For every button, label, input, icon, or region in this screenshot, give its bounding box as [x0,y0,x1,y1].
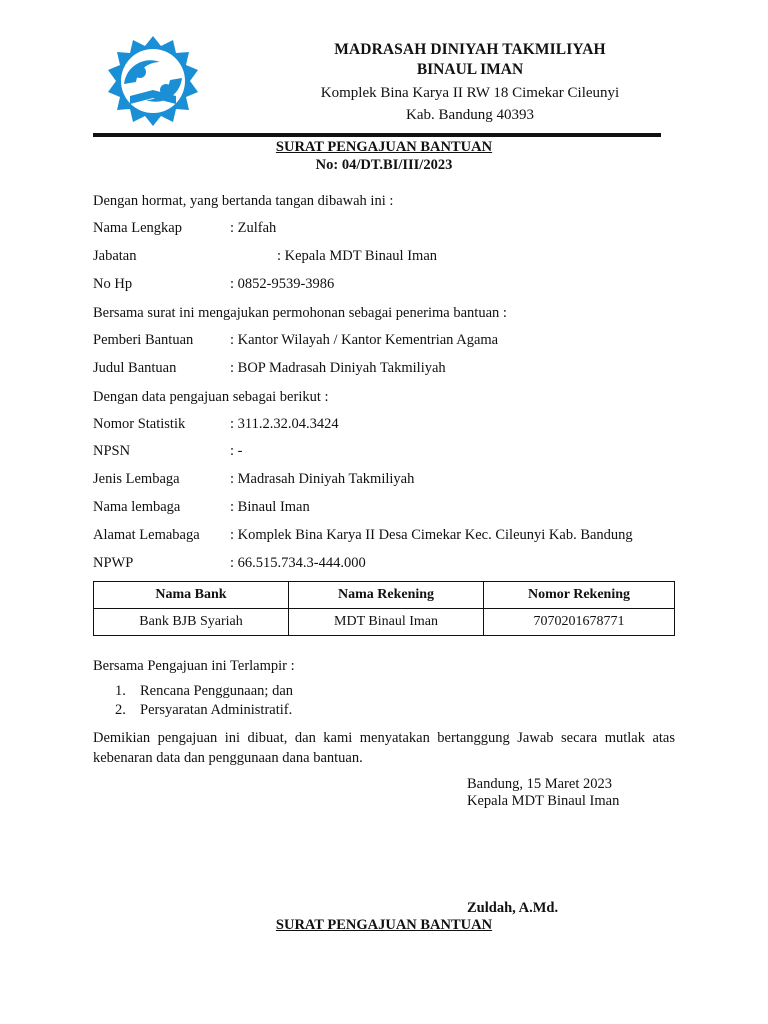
npsn-label: NPSN [93,443,131,459]
attachments-intro: Bersama Pengajuan ini Terlampir : [93,658,295,674]
header-divider [93,133,661,137]
type-label: Jenis Lembaga [93,471,180,487]
table-cell: MDT Binaul Iman [289,609,484,636]
phone-value: : 0852-9539-3986 [230,276,335,292]
list-item: 1. Rencana Penggunaan; dan [115,683,294,699]
table-header-row [94,582,675,609]
table-row [94,609,675,636]
institution-name-value: : Binaul Iman [230,499,310,515]
list-item: 2. Persyaratan Administratif. [115,702,293,718]
phone-label: No Hp [93,276,133,292]
footer-title: SURAT PENGAJUAN BANTUAN [275,917,493,933]
madrasah-logo-icon [100,34,206,134]
name-label: Nama Lengkap [93,220,182,236]
table-cell: Bank BJB Syariah [94,609,289,636]
table-header-cell: Nama Rekening [289,582,484,609]
table-header-cell: Nama Bank [94,582,289,609]
org-name: MADRASAH DINIYAH TAKMILIYAH [334,41,606,58]
position-label: Jabatan [93,248,137,264]
data-intro: Dengan data pengajuan sebagai berikut : [93,389,329,405]
address-label: Alamat Lemabaga [93,527,200,543]
table-cell: 7070201678771 [484,609,675,636]
type-value: : Madrasah Diniyah Takmiliyah [230,471,415,487]
npwp-label: NPWP [93,555,134,571]
npsn-value: : - [230,443,243,459]
letter-title: SURAT PENGAJUAN BANTUAN [275,139,493,155]
stat-value: : 311.2.32.04.3424 [230,416,339,432]
org-city: Kab. Bandung 40393 [406,107,534,123]
name-value: : Zulfah [230,220,277,236]
institution-name-label: Nama lembaga [93,499,181,515]
org-address: Komplek Bina Karya II RW 18 Cimekar Cileunyi [320,85,620,101]
signer-role: Kepala MDT Binaul Iman [467,793,620,809]
request-intro: Bersama surat ini mengajukan permohonan sebagai penerima bantuan : [93,305,507,321]
signer-name: Zuldah, A.Md. [467,900,559,916]
closing-paragraph: Demikian pengajuan ini dibuat, dan kami menyatakan bertanggung Jawab secara mutlak atas kebenaran data dan penggunaan dana bantuan. [93,730,675,766]
opening-text: Dengan hormat, yang bertanda tangan dibawah ini : [93,193,394,209]
letterhead [240,40,700,126]
giver-label: Pemberi Bantuan [93,332,194,348]
grant-title-label: Judul Bantuan [93,360,177,376]
grant-title-value: : BOP Madrasah Diniyah Takmiliyah [230,360,446,376]
place-date: Bandung, 15 Maret 2023 [467,776,612,792]
stat-label: Nomor Statistik [93,416,186,432]
giver-value: : Kantor Wilayah / Kantor Kementrian Agama [230,332,499,348]
npwp-value: : 66.515.734.3-444.000 [230,555,366,571]
position-value: : Kepala MDT Binaul Iman [277,248,438,264]
table-header-cell: Nomor Rekening [484,582,675,609]
letter-number: No: 04/DT.BI/III/2023 [315,157,453,173]
bank-table [93,581,675,636]
address-value: : Komplek Bina Karya II Desa Cimekar Kec. Cileunyi Kab. Bandung [230,527,633,543]
org-subname: BINAUL IMAN [416,61,524,78]
